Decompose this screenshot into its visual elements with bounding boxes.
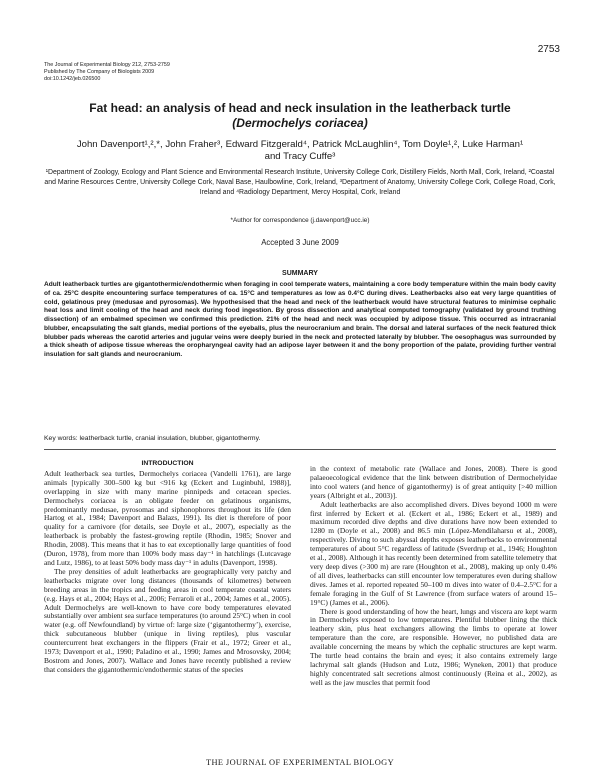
body-paragraph: in the context of metabolic rate (Wallace and Jones, 2008). There is good palaeoecological evidence that the link between distribution of Dermochelyidae into cool waters (and hence of gigantothermy) is of great antiquity [>40 million years (Albright et al., 2003)].	[310, 464, 557, 500]
body-paragraph: The prey densities of adult leatherbacks are geographically very patchy and leatherbacks migrate over long distances (thousands of kilometres) between breeding areas in the tropics and feeding areas in cool temperate coastal waters (e.g. Hays et al., 2004; Hays et al., 2006; Ferraroli et al., 2004; James et al., 2005). Adult Dermochelys are well-known to have core body temperatures elevated substantially over ambient sea surface temperatures (to around 25°C) when in cool water (e.g. off Newfoundland) by virtue of: large size (‘gigantothermy’), exercise, thick subcutaneous blubber (unique in living reptiles), plus vascular countercurrent heat exchangers in the flippers (Frair et al., 1972; Greer et al., 1973; Davenport et al., 1990; Paladino et al., 1990; James and Mrosovsky, 2004; Bostrom and Jones, 2007). Wallace and Jones have recently published a review that considers the gigantothermic/endothermic status of the species	[44, 566, 291, 674]
title-line-2: (Dermochelys coriacea)	[232, 116, 368, 130]
article-title	[40, 101, 560, 131]
journal-citation-line: The Journal of Experimental Biology 212, 2753-2759	[44, 62, 170, 68]
authors-line-2: and Tracy Cuffe³	[264, 151, 336, 162]
body-paragraph: Adult leatherbacks are also accomplished divers. Dives beyond 1000 m were first inferred by Eckert et al. (Eckert et al., 1986; Eckert et al., 1989) and maximum recorded dive depths and dive durations have now been extended to 1280 m (Doyle et al., 2008) and 86.5 min (López-Mendilaharsu et al., 2008), respectively. Diving to such abyssal depths exposes leatherbacks to environmental temperatures of about 5°C regardless of latitude (Sverdrup et al., 1946; Houghton et al., 2008). Although it has recently been determined from satellite telemetry that very deep dives (>300 m) are rare (Houghton et al., 2008), making up only 0.4% of all dives, leatherbacks can still encounter low temperatures even during shallow dives. James et al. reported repeated 50–100 m dives into water of 0.4–2.5°C for a female foraging in the Gulf of St Lawrence (from surface waters of around 15–19°C) (James et al., 2006).	[310, 499, 557, 607]
body-paragraph: Adult leatherback sea turtles, Dermochelys coriacea (Vandelli 1761), are large animals [typically 300–500 kg but <916 kg (Eckert and Luginbuhl, 1988)], overlapping in size with many marine pinnipeds and cetacean species. Dermochelys coriacea is an obligate feeder on gelatinous organisms, predominantly medusae, pyrosomas and siphonophores throughout its life (den Hartog et al., 1984; Davenport and Balazs, 1991). Its diet is therefore of poor quality for a carnivore (for details, see Doyle et al., 2007), especially as the leatherback is probably the fastest-growing reptile (Rhodin, 1985; Snover and Rhodin, 2008). This means that it has to eat exceptionally large quantities of food (Duron, 1978), from more than 100% body mass day⁻¹ in hatchlings (Lutcavage and Lutz, 1986), to at least 50% body mass day⁻¹ in adults (Davenport, 1998).	[44, 468, 291, 567]
left-column	[44, 460, 291, 675]
page-number: 2753	[537, 44, 560, 55]
keywords: Key words: leatherback turtle, cranial insulation, blubber, gigantothermy.	[44, 435, 261, 442]
authors-line-1: John Davenport¹,²,*, John Fraher³, Edward Fitzgerald⁴, Patrick McLaughlin⁴, Tom Doyle¹,², Luke Harman¹	[76, 139, 524, 150]
title-line-1: Fat head: an analysis of head and neck insulation in the leatherback turtle	[89, 101, 511, 115]
journal-publisher-line: Published by The Company of Biologists 2009	[44, 69, 155, 75]
correspondence-note: *Author for correspondence (j.davenport@ucc.ie)	[230, 217, 370, 224]
section-divider	[44, 449, 556, 450]
accepted-date: Accepted 3 June 2009	[261, 238, 339, 247]
body-paragraph: There is good understanding of how the heart, lungs and viscera are kept warm in Dermochelys exposed to low temperatures. Plentiful blubber lining the thick leathery skin, plus heat exchangers allowing the limbs to operate at lower temperature than the core, are responsible. However, no published data are available concerning the means by which the cephalic structures are kept warm. The turtle head contains the brain and eyes; it also contains extremely large lachrymal salt glands (Hudson and Lutz, 1986; Wyneken, 2001) that produce highly concentrated salt secretions almost continuously (Reina et al., 2002), as well as the jaw muscles that permit food	[310, 606, 557, 687]
introduction-heading: INTRODUCTION	[141, 460, 194, 467]
journal-doi-line: doi:10.1242/jeb.026500	[44, 76, 101, 82]
author-list	[40, 139, 560, 163]
summary-heading: SUMMARY	[282, 270, 318, 277]
summary-text: Adult leatherback turtles are gigantothermic/endothermic when foraging in cool temperate waters, maintaining a core body temperature within the main body cavity of ca. 25°C despite encountering surface temperatures of ca. 15°C and temperatures as low as 0.4°C during dives. Leatherbacks also eat very large quantities of cold, gelatinous prey (medusae and pyrosomas). We hypothesised that the head and neck of the leatherback would have structural features to minimise cephalic heat loss and limit cooling of the head and neck during food ingestion. By gross dissection and analytical computed tomography (validated by ground truthing dissection) of an embalmed specimen we confirmed this prediction. 21% of the head and neck was occupied by adipose tissue. This occurred as intracranial blubber, encapsulating the salt glands, medial portions of the eyeballs, plus the neurocranium and brain. The dorsal and lateral surfaces of the neck featured thick blubber pads whereas the carotid arteries and jugular veins were deeply buried in the neck and protected laterally by blubber. The oesophagus was surrounded by a thick sheath of adipose tissue whereas the oropharyngeal cavity had an adipose layer between it and the bony proportion of the palate, providing further ventral insulation for salt glands and neurocranium.	[44, 281, 556, 358]
right-column	[310, 465, 557, 688]
journal-citation	[44, 62, 170, 83]
affiliations: ¹Department of Zoology, Ecology and Plant Science and Environmental Research Institute, University College Cork, Distillery Fields, North Mall, Cork, Ireland, ²Coastal and Marine Resources Centre, University College Cork, Naval Base, Haulbowline, Cork, Ireland, ³Department of Anatomy, University College Cork, College Road, Cork, Ireland and ⁴Radiology Department, Mercy Hospital, Cork, Ireland	[44, 169, 556, 196]
journal-footer: THE JOURNAL OF EXPERIMENTAL BIOLOGY	[205, 758, 395, 767]
